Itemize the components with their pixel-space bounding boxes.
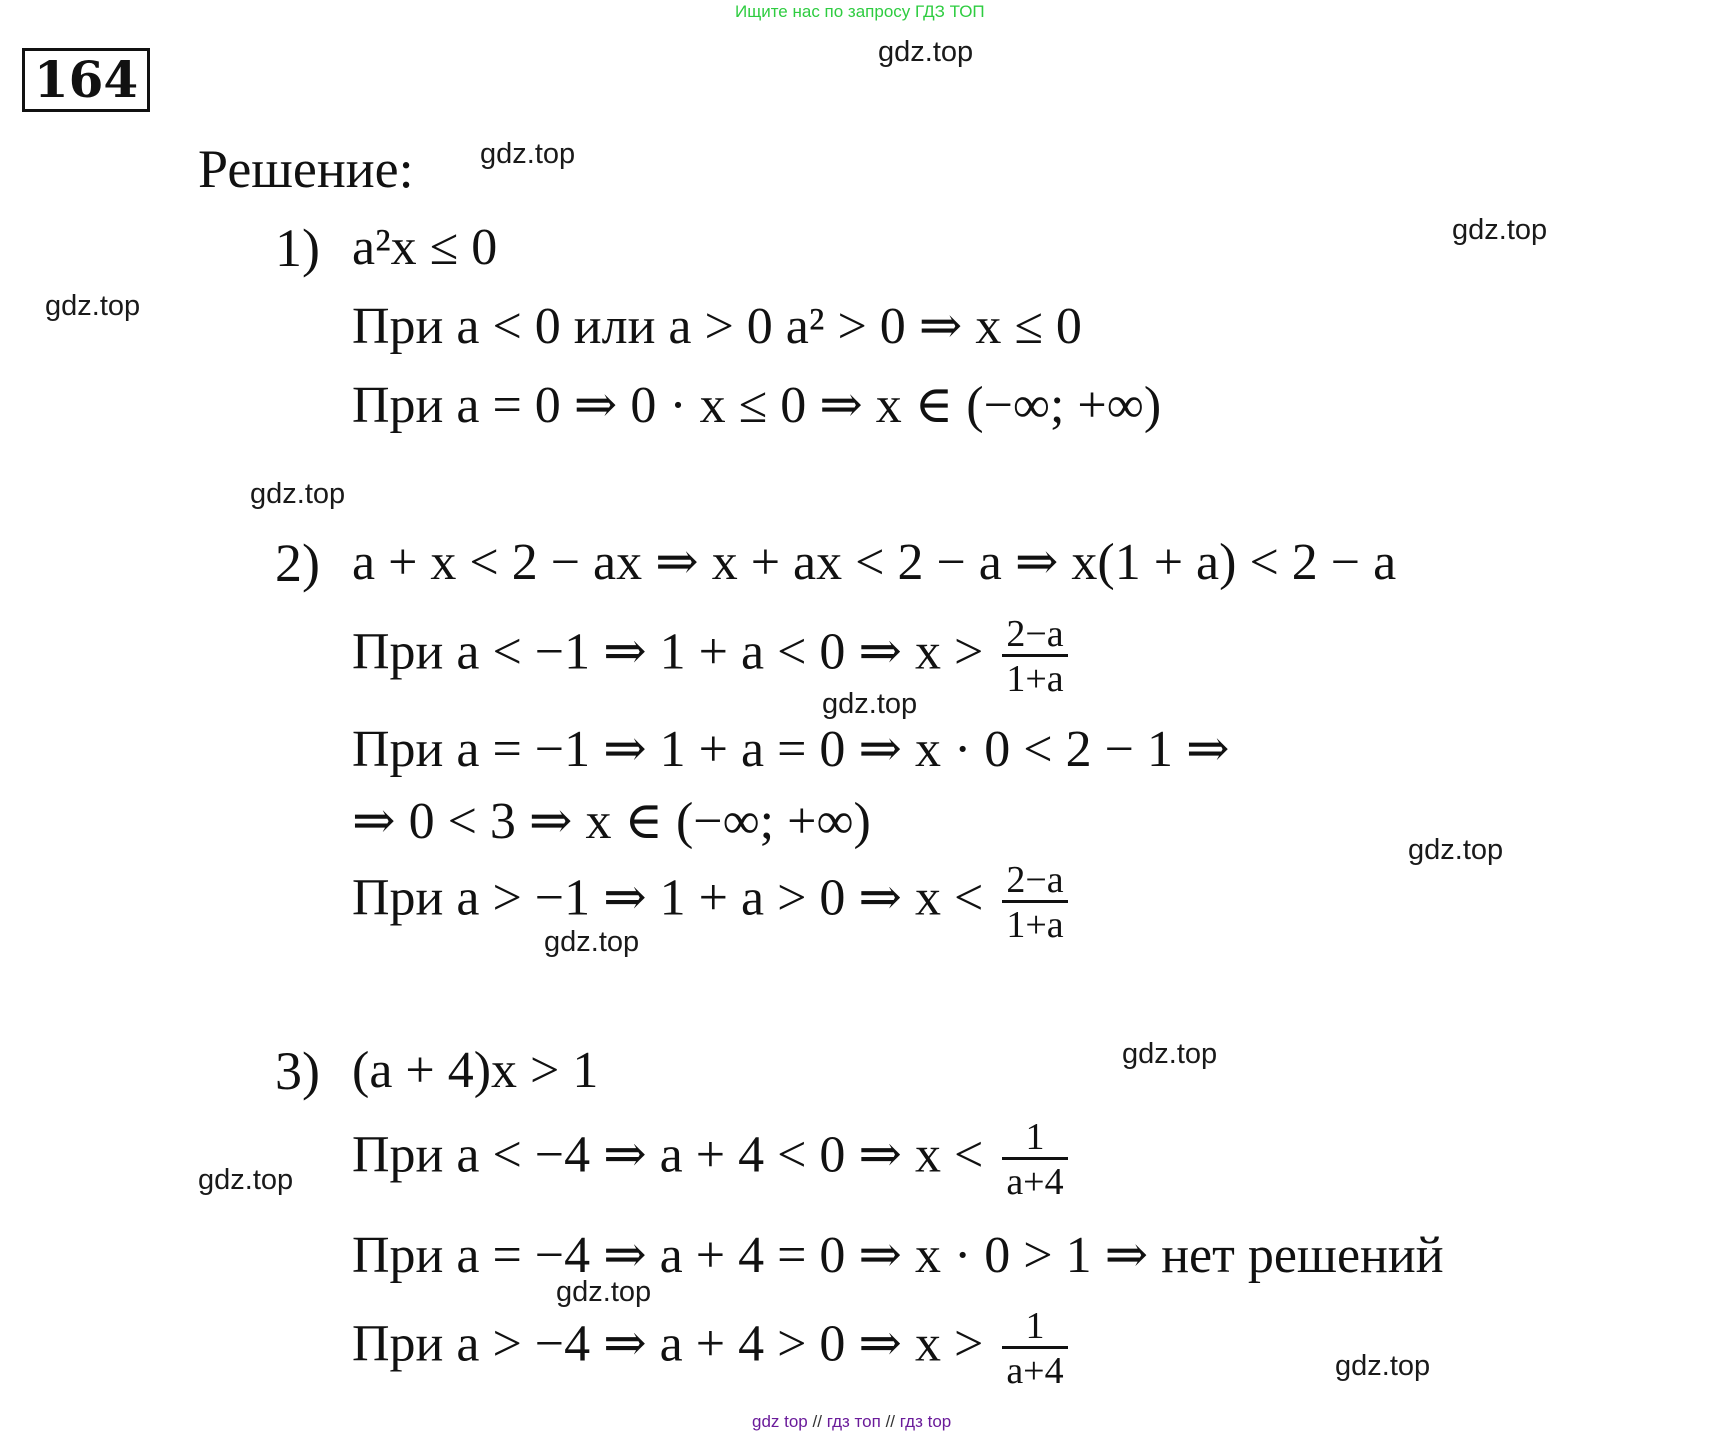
item-statement: a + x < 2 − ax ⇒ x + ax < 2 − a ⇒ x(1 + a) < 2 − a bbox=[352, 534, 1397, 591]
fraction-numerator: 1 bbox=[1025, 1116, 1045, 1158]
solution-line: При a = 0 ⇒ 0 · x ≤ 0 ⇒ x ∈ (−∞; +∞) bbox=[352, 377, 1162, 434]
fraction-numerator: 2−a bbox=[1006, 613, 1064, 655]
watermark: gdz.top bbox=[480, 138, 576, 170]
watermark: gdz.top bbox=[556, 1276, 652, 1308]
fraction bbox=[1002, 1117, 1067, 1202]
watermark: gdz.top bbox=[1335, 1350, 1431, 1382]
footer-separator: // bbox=[812, 1412, 822, 1431]
fraction bbox=[1002, 614, 1067, 699]
solution-line: При a < −4 ⇒ a + 4 < 0 ⇒ x < bbox=[352, 1126, 984, 1184]
solution-line-with-fraction bbox=[352, 1117, 1068, 1202]
watermark: gdz.top bbox=[878, 36, 974, 68]
watermark: gdz.top bbox=[544, 926, 640, 958]
fraction bbox=[1002, 1306, 1067, 1391]
solution-line: При a < 0 или a > 0 a² > 0 ⇒ x ≤ 0 bbox=[352, 298, 1082, 355]
item-number: 2) bbox=[275, 533, 320, 593]
problem-number: 164 bbox=[22, 48, 150, 112]
watermark: gdz.top bbox=[250, 478, 346, 510]
solution-heading: Решение: bbox=[198, 139, 414, 199]
solution-line-with-fraction bbox=[352, 860, 1068, 945]
solution-line: При a = −1 ⇒ 1 + a = 0 ⇒ x · 0 < 2 − 1 ⇒ bbox=[352, 721, 1230, 778]
footer-link[interactable]: гдз top bbox=[899, 1412, 952, 1431]
fraction-numerator: 1 bbox=[1025, 1305, 1045, 1347]
watermark: gdz.top bbox=[822, 688, 918, 720]
fraction bbox=[1002, 860, 1067, 945]
solution-line-with-fraction bbox=[352, 1306, 1068, 1391]
solution-line: При a > −1 ⇒ 1 + a > 0 ⇒ x < bbox=[352, 869, 984, 927]
footer-link[interactable]: гдз топ bbox=[826, 1412, 881, 1431]
top-banner: Ищите нас по запросу ГДЗ ТОП bbox=[735, 2, 985, 21]
solution-line: При a = −4 ⇒ a + 4 = 0 ⇒ x · 0 > 1 ⇒ нет решений bbox=[352, 1227, 1444, 1284]
watermark: gdz.top bbox=[45, 290, 141, 322]
footer-link[interactable]: gdz top bbox=[752, 1412, 808, 1431]
solution-line-with-fraction bbox=[352, 614, 1068, 699]
solution-line: При a < −1 ⇒ 1 + a < 0 ⇒ x > bbox=[352, 623, 984, 681]
item-statement: (a + 4)x > 1 bbox=[352, 1042, 599, 1099]
watermark: gdz.top bbox=[1122, 1038, 1218, 1070]
watermark: gdz.top bbox=[198, 1164, 294, 1196]
footer-links bbox=[752, 1412, 951, 1432]
footer-separator: // bbox=[885, 1412, 896, 1431]
watermark: gdz.top bbox=[1452, 214, 1548, 246]
fraction-denominator: a+4 bbox=[1002, 1157, 1067, 1202]
solution-line: ⇒ 0 < 3 ⇒ x ∈ (−∞; +∞) bbox=[352, 793, 871, 850]
fraction-denominator: 1+a bbox=[1002, 900, 1067, 945]
item-number: 1) bbox=[275, 218, 320, 278]
fraction-denominator: 1+a bbox=[1002, 654, 1067, 699]
fraction-denominator: a+4 bbox=[1002, 1346, 1067, 1391]
watermark: gdz.top bbox=[1408, 834, 1504, 866]
solution-line: При a > −4 ⇒ a + 4 > 0 ⇒ x > bbox=[352, 1315, 984, 1373]
item-statement: a²x ≤ 0 bbox=[352, 219, 498, 276]
fraction-numerator: 2−a bbox=[1006, 859, 1064, 901]
item-number: 3) bbox=[275, 1041, 320, 1101]
